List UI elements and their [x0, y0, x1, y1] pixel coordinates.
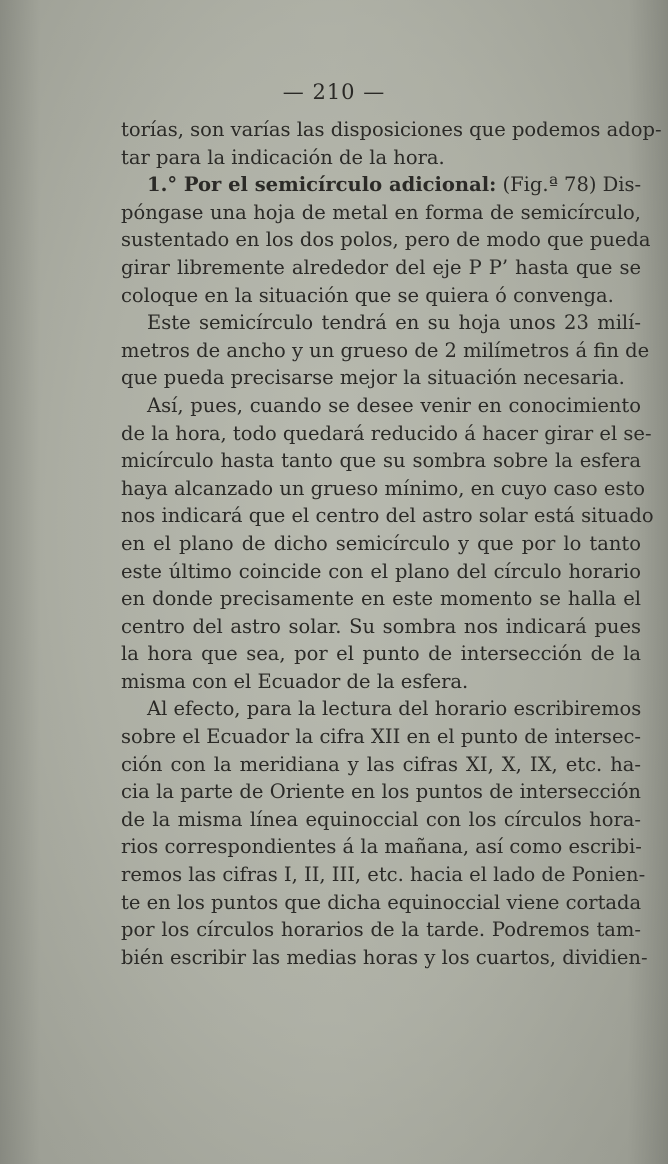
section-heading: 1.° Por el semicírculo adicional:: [147, 173, 497, 197]
text-line: de la hora, todo quedará reducido á hacer girar el se-: [121, 421, 652, 445]
text-line: torías, son varías las disposiciones que podemos adop-: [121, 118, 662, 141]
text-line: por los círculos horarios de la tarde. Podremos tam-: [121, 918, 641, 942]
text-line: de la misma línea equinoccial con los círculos hora-: [121, 807, 641, 831]
text-line: Al efecto, para la lectura del horario escribiremos: [147, 697, 642, 721]
text-line: cia la parte de Oriente en los puntos de intersección: [121, 780, 641, 804]
text-line: haya alcanzado un grueso mínimo, en cuyo caso esto: [121, 476, 645, 500]
text-line: este último coincide con el plano del círculo horario: [121, 559, 641, 583]
text-line: que pueda precisarse mejor la situación necesaria.: [121, 366, 625, 390]
text-line: sustentado en los dos polos, pero de modo que pueda: [121, 228, 651, 252]
text-line: en donde precisamente en este momento se halla el: [121, 587, 641, 611]
text-line: en el plano de dicho semicírculo y que por lo tanto: [121, 531, 641, 555]
text-line: misma con el Ecuador de la esfera.: [121, 669, 469, 693]
text-line: girar libremente alrededor del eje P P’ hasta que se: [121, 255, 641, 279]
text-line: [121, 171, 641, 199]
text-line: micírculo hasta tanto que su sombra sobre la esfera: [121, 449, 641, 473]
body-text: [121, 116, 662, 971]
text-line: la hora que sea, por el punto de intersección de la: [121, 642, 641, 666]
text-line: metros de ancho y un grueso de 2 milímetros á fin de: [121, 338, 650, 362]
page-number: — 210 —: [282, 80, 386, 104]
text-line-rest: (Fig.ª 78) Dis-: [502, 173, 642, 197]
text-line: bién escribir las medias horas y los cuartos, dividien-: [121, 945, 648, 969]
text-line: tar para la indicación de la hora.: [121, 145, 445, 169]
text-line: te en los puntos que dicha equinoccial viene cortada: [121, 890, 642, 914]
text-line: Este semicírculo tendrá en su hoja unos 23 milí-: [147, 311, 641, 335]
text-line: ción con la meridiana y las cifras XI, X, IX, etc. ha-: [121, 752, 641, 776]
text-line: Así, pues, cuando se desee venir en conocimiento: [147, 393, 641, 417]
text-line: póngase una hoja de metal en forma de semicírculo,: [121, 200, 641, 224]
text-line: sobre el Ecuador la cifra XII en el punto de intersec-: [121, 725, 641, 749]
text-line: rios correspondientes á la mañana, así como escribi-: [121, 835, 642, 859]
text-line: nos indicará que el centro del astro solar está situado: [121, 504, 654, 528]
text-line: remos las cifras I, II, III, etc. hacia el lado de Ponien-: [121, 863, 646, 887]
text-line: coloque en la situación que se quiera ó convenga.: [121, 283, 614, 307]
text-line: centro del astro solar. Su sombra nos indicará pues: [121, 614, 641, 638]
